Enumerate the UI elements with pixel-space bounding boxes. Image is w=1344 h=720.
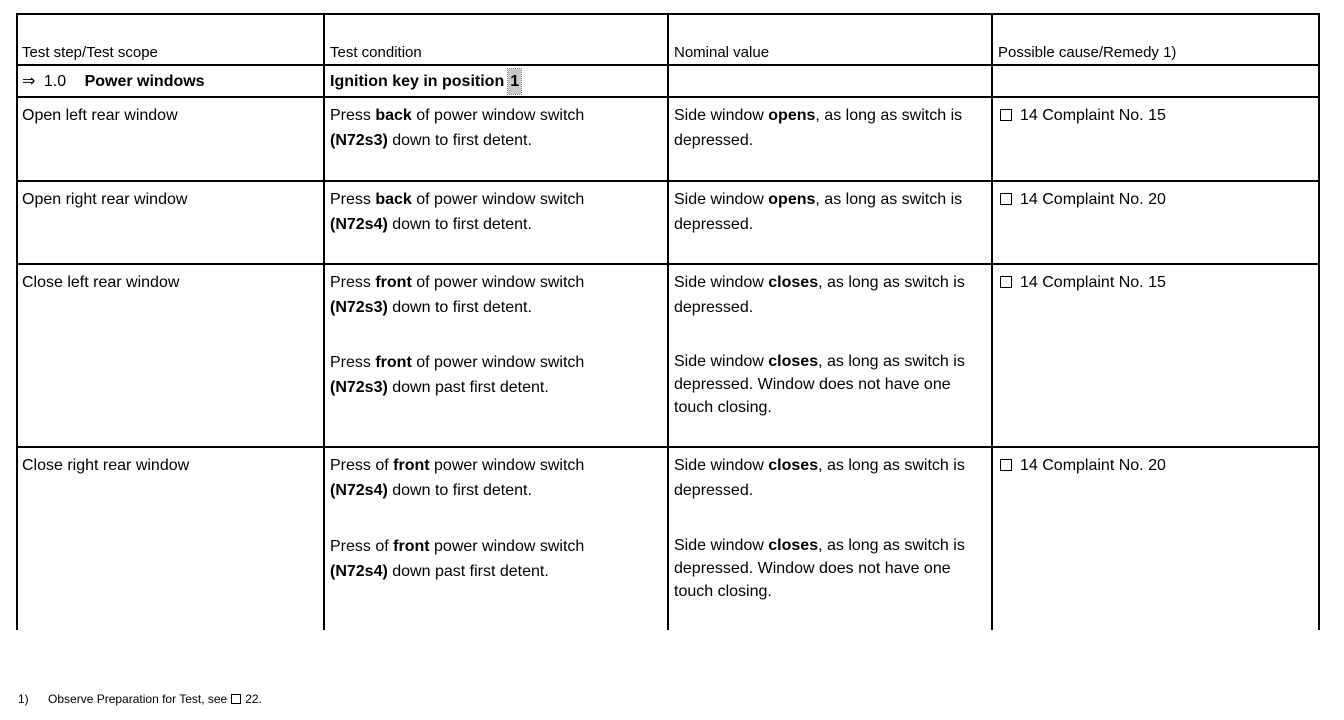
col-nominal-rule xyxy=(667,13,669,630)
header-possible-cause xyxy=(998,40,1176,65)
row4a-nom-bold: closes xyxy=(768,457,819,474)
row3b-cond-pre: Press xyxy=(330,354,376,371)
row2-nom-bold: opens xyxy=(768,191,816,208)
row2-cond-mid: of power window switch xyxy=(411,191,585,208)
row4-step: Close right rear window xyxy=(22,457,190,474)
footnote-marker: 1) xyxy=(18,692,29,706)
row2-remedy-text: 14 Complaint No. 20 xyxy=(1020,191,1166,208)
row4a-nom-post: , as long as switch is depressed. xyxy=(674,457,965,499)
row1-cond-bold: back xyxy=(375,107,412,124)
reference-box-icon xyxy=(1000,109,1012,121)
row2-nom-post: , as long as switch is depressed. xyxy=(674,191,963,233)
col-right-rule xyxy=(1318,13,1320,630)
header-cause-label: Possible cause/Remedy xyxy=(998,44,1159,61)
footnote xyxy=(18,692,262,706)
row1-condition xyxy=(330,103,650,153)
row3b-nom-bold: closes xyxy=(768,353,819,370)
section-number: 1.0 xyxy=(43,73,67,90)
row3-condition-b xyxy=(330,350,650,400)
row2-cond-post: down to first detent. xyxy=(387,216,532,233)
row2-step: Open right rear window xyxy=(22,191,188,208)
reference-box-icon xyxy=(1000,193,1012,205)
row3a-nom-bold: closes xyxy=(768,274,819,291)
row1-nominal xyxy=(674,103,986,153)
row2-cond-bold: back xyxy=(375,191,412,208)
row3a-cond-post: down to first detent. xyxy=(387,299,532,316)
row3a-nom-pre: Side window xyxy=(674,274,769,291)
row1-cond-post: down to first detent. xyxy=(387,132,532,149)
reference-box-icon xyxy=(1000,459,1012,471)
row3b-cond-post: down past first detent. xyxy=(387,379,549,396)
key-position-badge: 1 xyxy=(508,69,521,94)
row3a-cond-mid: of power window switch xyxy=(411,274,585,291)
row4b-cond-bold: front xyxy=(393,538,430,555)
section-name: Power windows xyxy=(84,73,205,90)
row4a-nom-pre: Side window xyxy=(674,457,769,474)
arrow-icon: ⇒ xyxy=(22,73,36,90)
row2-switch-code: (N72s4) xyxy=(330,216,388,233)
row4-nominal-b xyxy=(674,534,986,603)
row4a-cond-bold: front xyxy=(393,457,430,474)
header-test-condition: Test condition xyxy=(330,44,422,61)
header-cause-footnote-ref: 1) xyxy=(1163,44,1177,61)
row3b-nom-pre: Side window xyxy=(674,353,769,370)
row1-step: Open left rear window xyxy=(22,107,178,124)
row4-remedy-text: 14 Complaint No. 20 xyxy=(1020,457,1166,474)
row3-remedy xyxy=(1000,270,1166,295)
row3b-nom-post: , as long as switch is depressed. Window does not have one touch closing. xyxy=(674,353,965,416)
col-cause-rule xyxy=(991,13,993,630)
row2-cond-pre: Press xyxy=(330,191,376,208)
row2-condition xyxy=(330,187,650,237)
section-title xyxy=(22,69,205,94)
reference-box-icon xyxy=(1000,276,1012,288)
footnote-text: Observe Preparation for Test, see xyxy=(48,692,228,706)
row1-cond-mid: of power window switch xyxy=(411,107,585,124)
row3a-nom-post: , as long as switch is depressed. xyxy=(674,274,965,316)
section-condition xyxy=(330,69,521,94)
row3-remedy-text: 14 Complaint No. 15 xyxy=(1020,274,1166,291)
row4a-switch-code: (N72s4) xyxy=(330,482,388,499)
section-condition-text: Ignition key in position xyxy=(330,73,505,90)
row4-remedy xyxy=(1000,453,1166,478)
row4b-cond-mid: power window switch xyxy=(429,538,585,555)
row4b-nom-bold: closes xyxy=(768,537,819,554)
row4b-nom-pre: Side window xyxy=(674,537,769,554)
row1-nom-bold: opens xyxy=(768,107,816,124)
row1-cond-pre: Press xyxy=(330,107,376,124)
row4-nominal-a xyxy=(674,453,974,503)
row1-nom-pre: Side window xyxy=(674,107,769,124)
row4b-nom-post: , as long as switch is depressed. Window does not have one touch closing. xyxy=(674,537,965,600)
reference-box-icon xyxy=(231,694,241,704)
col-condition-rule xyxy=(323,13,325,630)
row3-nominal-a xyxy=(674,270,974,320)
row4-condition-a xyxy=(330,453,650,503)
row4b-cond-pre: Press of xyxy=(330,538,394,555)
header-test-step: Test step/Test scope xyxy=(22,44,158,61)
row4b-switch-code: (N72s4) xyxy=(330,563,388,580)
row4-condition-b xyxy=(330,534,650,584)
header-nominal-value: Nominal value xyxy=(674,44,770,61)
row3b-cond-mid: of power window switch xyxy=(411,354,585,371)
row4a-cond-post: down to first detent. xyxy=(387,482,532,499)
row2-nom-pre: Side window xyxy=(674,191,769,208)
row3a-cond-bold: front xyxy=(375,274,412,291)
row4b-cond-post: down past first detent. xyxy=(387,563,549,580)
row2-nominal xyxy=(674,187,986,237)
row3a-cond-pre: Press xyxy=(330,274,376,291)
row1-nom-post: , as long as switch is depressed. xyxy=(674,107,963,149)
row3-step: Close left rear window xyxy=(22,274,180,291)
col-left-rule xyxy=(16,13,18,630)
row1-switch-code: (N72s3) xyxy=(330,132,388,149)
row3-nominal-b xyxy=(674,350,986,419)
row3-condition-a xyxy=(330,270,650,320)
row4a-cond-mid: power window switch xyxy=(429,457,585,474)
row4a-cond-pre: Press of xyxy=(330,457,394,474)
footnote-ref: 22. xyxy=(245,692,262,706)
row3a-switch-code: (N72s3) xyxy=(330,299,388,316)
row1-remedy-text: 14 Complaint No. 15 xyxy=(1020,107,1166,124)
row1-remedy xyxy=(1000,103,1166,128)
row3b-switch-code: (N72s3) xyxy=(330,379,388,396)
row3b-cond-bold: front xyxy=(375,354,412,371)
row2-remedy xyxy=(1000,187,1166,212)
